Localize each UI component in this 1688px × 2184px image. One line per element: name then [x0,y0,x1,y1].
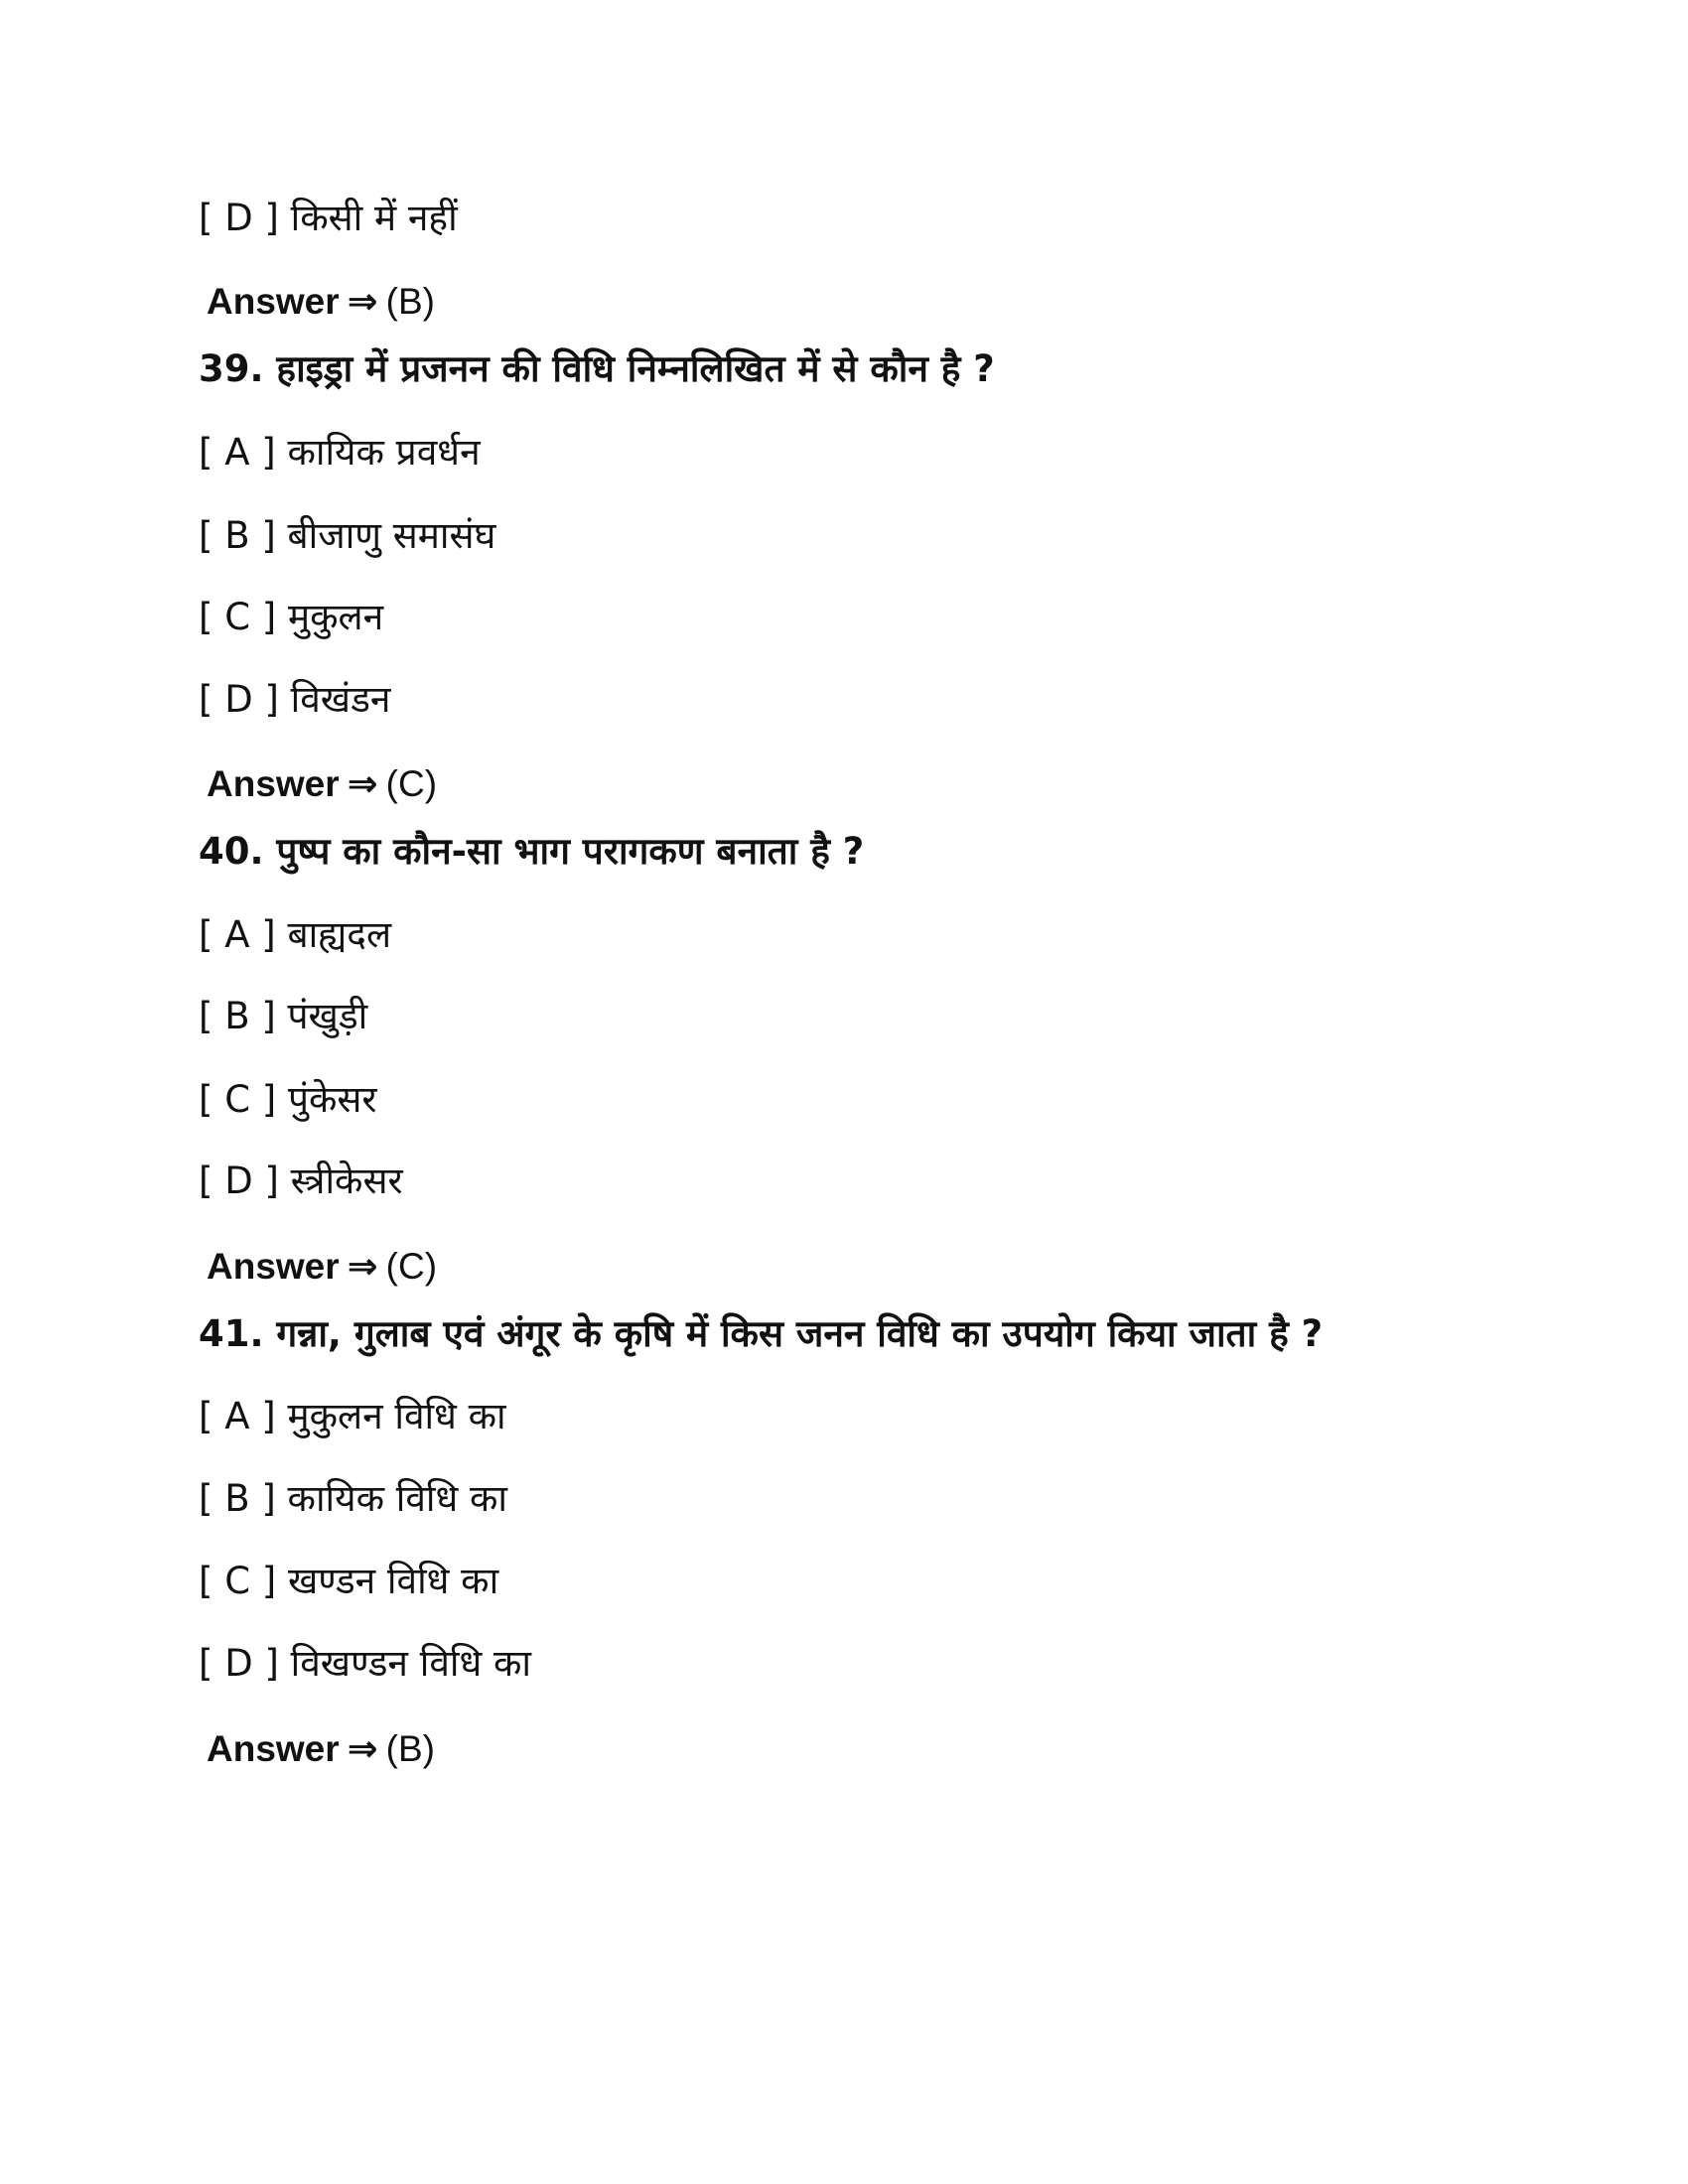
answer-line [207,1245,437,1289]
option-a: [ A ] बाह्यदल [199,913,392,956]
arrow-icon: ⇒ [347,762,378,805]
answer-value: (C) [385,1246,438,1287]
option-a: [ A ] मुकुलन विधि का [199,1395,506,1437]
question-39: 39. हाइड्रा में प्रजनन की विधि निम्नलिखित में से कौन है ? [199,347,995,390]
option-c: [ C ] पुंकेसर [199,1078,377,1121]
option-c: [ C ] मुकुलन [199,596,384,638]
arrow-icon: ⇒ [347,280,378,323]
arrow-icon: ⇒ [347,1727,378,1770]
option-b: [ B ] कायिक विधि का [199,1477,508,1520]
answer-value: (B) [385,281,435,322]
option-d: [ D ] स्त्रीकेसर [199,1160,403,1202]
option-text: [ D ] किसी में नहीं [199,197,458,239]
question-41: 41. गन्ना, गुलाब एवं अंगूर के कृषि में किस जनन विधि का उपयोग किया जाता है ? [199,1312,1324,1355]
answer-label: Answer [207,281,340,322]
question-40: 40. पुष्प का कौन-सा भाग परागकण बनाता है ? [199,830,865,873]
arrow-icon: ⇒ [347,1245,378,1288]
option-b: [ B ] बीजाणु समासंघ [199,514,496,557]
option-c: [ C ] खण्डन विधि का [199,1560,499,1602]
answer-line [207,762,437,806]
answer-label: Answer [207,1246,340,1287]
option-d: [ D ] विखण्डन विधि का [199,1642,531,1685]
answer-line [207,280,435,324]
answer-label: Answer [207,1728,340,1769]
option-a: [ A ] कायिक प्रवर्धन [199,431,481,474]
answer-value: (C) [385,763,438,804]
answer-label: Answer [207,763,340,804]
answer-value: (B) [385,1728,435,1769]
option-d: [ D ] विखंडन [199,678,391,721]
option-b: [ B ] पंखुड़ी [199,995,368,1037]
answer-line [207,1727,435,1771]
